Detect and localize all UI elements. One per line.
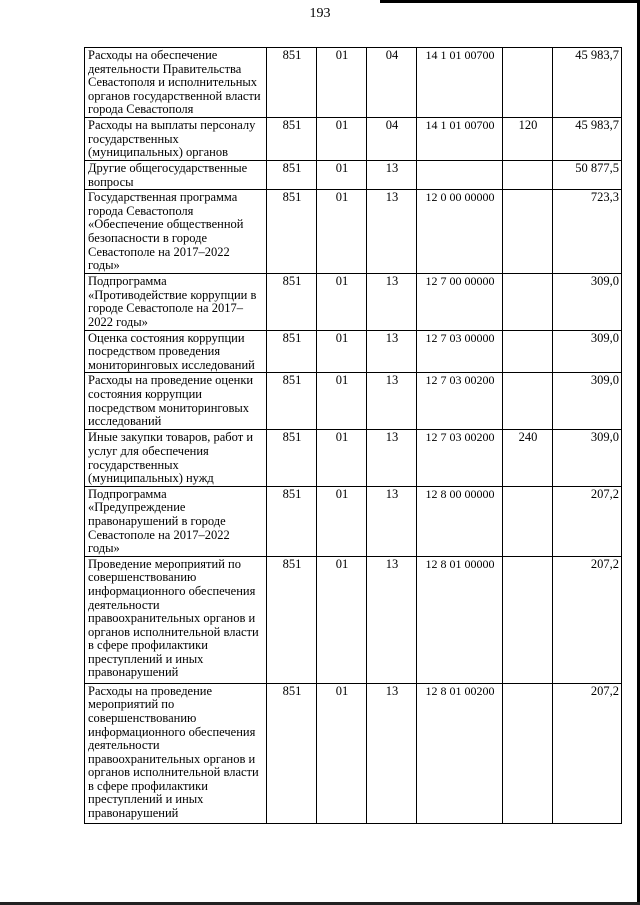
row-section: 01 [317, 190, 367, 274]
row-expense-type [503, 330, 553, 373]
row-target-article: 12 8 00 00000 [417, 486, 503, 556]
table-row [85, 556, 622, 683]
page-number: 193 [309, 6, 331, 21]
row-name: Расходы на обеспечение деятельности Правительства Севастополя и исполнительных органов государственной власти города Севастополя [85, 48, 267, 118]
row-sum: 309,0 [553, 430, 622, 486]
table-row [85, 118, 622, 161]
row-section: 01 [317, 556, 367, 683]
row-grbs: 851 [267, 118, 317, 161]
row-sum: 207,2 [553, 486, 622, 556]
budget-table [84, 47, 622, 824]
row-section: 01 [317, 683, 367, 823]
row-sum: 309,0 [553, 274, 622, 330]
row-expense-type [503, 373, 553, 430]
table-row [85, 430, 622, 486]
row-subsection: 13 [367, 373, 417, 430]
row-name: Расходы на проведение оценки состояния коррупции посредством мониторинговых исследований [85, 373, 267, 430]
row-name: Оценка состояния коррупции посредством проведения мониторинговых исследований [85, 330, 267, 373]
row-grbs: 851 [267, 190, 317, 274]
row-grbs: 851 [267, 48, 317, 118]
row-sum: 50 877,5 [553, 161, 622, 190]
row-name: Государственная программа города Севастополя «Обеспечение общественной безопасности в городе Севастополе на 2017–2022 годы» [85, 190, 267, 274]
row-section: 01 [317, 373, 367, 430]
row-grbs: 851 [267, 330, 317, 373]
row-section: 01 [317, 486, 367, 556]
row-sum: 723,3 [553, 190, 622, 274]
row-grbs: 851 [267, 161, 317, 190]
row-grbs: 851 [267, 373, 317, 430]
row-subsection: 13 [367, 330, 417, 373]
row-section: 01 [317, 274, 367, 330]
row-subsection: 04 [367, 48, 417, 118]
row-name: Подпрограмма «Противодействие коррупции в городе Севастополе на 2017–2022 годы» [85, 274, 267, 330]
row-sum: 45 983,7 [553, 118, 622, 161]
row-target-article: 14 1 01 00700 [417, 48, 503, 118]
row-section: 01 [317, 161, 367, 190]
table-row [85, 48, 622, 118]
row-expense-type [503, 161, 553, 190]
row-target-article: 12 7 03 00200 [417, 373, 503, 430]
row-target-article: 12 0 00 00000 [417, 190, 503, 274]
row-grbs: 851 [267, 486, 317, 556]
table-row [85, 190, 622, 274]
row-target-article: 12 8 01 00000 [417, 556, 503, 683]
row-subsection: 13 [367, 161, 417, 190]
row-name: Расходы на выплаты персоналу государственных (муниципальных) органов [85, 118, 267, 161]
row-grbs: 851 [267, 430, 317, 486]
row-target-article: 12 8 01 00200 [417, 683, 503, 823]
row-section: 01 [317, 48, 367, 118]
row-subsection: 13 [367, 274, 417, 330]
row-name: Подпрограмма «Предупреждение правонарушений в городе Севастополе на 2017–2022 годы» [85, 486, 267, 556]
table-row [85, 274, 622, 330]
row-subsection: 13 [367, 683, 417, 823]
scan-edge-top [380, 0, 640, 3]
table-row [85, 373, 622, 430]
table-row [85, 683, 622, 823]
row-expense-type: 120 [503, 118, 553, 161]
row-grbs: 851 [267, 556, 317, 683]
row-sum: 309,0 [553, 373, 622, 430]
row-sum: 309,0 [553, 330, 622, 373]
row-subsection: 13 [367, 556, 417, 683]
table-row [85, 330, 622, 373]
table-row [85, 161, 622, 190]
row-expense-type [503, 486, 553, 556]
row-sum: 207,2 [553, 556, 622, 683]
row-section: 01 [317, 430, 367, 486]
row-expense-type [503, 190, 553, 274]
row-expense-type: 240 [503, 430, 553, 486]
row-name: Другие общегосударственные вопросы [85, 161, 267, 190]
row-subsection: 13 [367, 190, 417, 274]
table-row [85, 486, 622, 556]
row-subsection: 13 [367, 486, 417, 556]
row-target-article: 12 7 03 00000 [417, 330, 503, 373]
row-target-article: 14 1 01 00700 [417, 118, 503, 161]
row-grbs: 851 [267, 683, 317, 823]
row-expense-type [503, 274, 553, 330]
row-expense-type [503, 48, 553, 118]
row-grbs: 851 [267, 274, 317, 330]
row-name: Проведение мероприятий по совершенствованию информационного обеспечения деятельности правоохранительных органов и органов исполнительной власти в сфере профилактики преступлений и иных правонарушений [85, 556, 267, 683]
row-subsection: 13 [367, 430, 417, 486]
row-name: Расходы на проведение мероприятий по совершенствованию информационного обеспечения деятельности правоохранительных органов и органов исполнительной власти в сфере профилактики преступлений и иных правонарушений [85, 683, 267, 823]
row-section: 01 [317, 118, 367, 161]
row-target-article [417, 161, 503, 190]
row-subsection: 04 [367, 118, 417, 161]
row-target-article: 12 7 00 00000 [417, 274, 503, 330]
row-expense-type [503, 556, 553, 683]
row-sum: 207,2 [553, 683, 622, 823]
row-expense-type [503, 683, 553, 823]
row-section: 01 [317, 330, 367, 373]
row-name: Иные закупки товаров, работ и услуг для обеспечения государственных (муниципальных) нужд [85, 430, 267, 486]
row-target-article: 12 7 03 00200 [417, 430, 503, 486]
row-sum: 45 983,7 [553, 48, 622, 118]
